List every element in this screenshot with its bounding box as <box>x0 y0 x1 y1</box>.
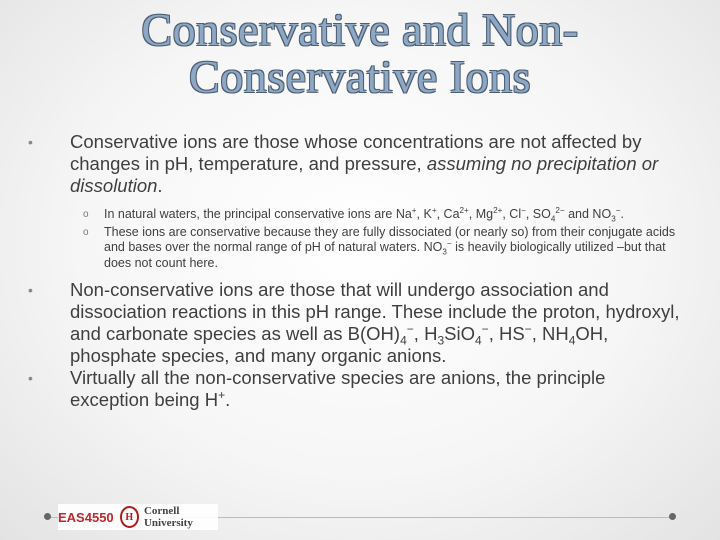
bullet-dot-icon: • <box>28 134 33 150</box>
title-line-1: Conservative and Non- <box>141 4 579 55</box>
slide-title <box>40 6 680 100</box>
divider-end-dot-icon <box>669 513 676 520</box>
slide-footer <box>0 498 720 540</box>
subbullet-dissociation: o These ions are conservative because they are fully dissociated (or nearly so) from their conjugate acids and bases over the normal range of pH of natural waters. $NO_3^-$ is heavily biologically utilized –but that does not count here. <box>83 224 676 270</box>
divider-end-dot-icon <box>44 513 51 520</box>
footer-logo <box>58 504 218 530</box>
slide-content <box>28 131 688 411</box>
circle-bullet-icon: o <box>83 209 89 220</box>
subbullet-principal-ions: o In natural waters, the principal conservative ions are Na+, K+, $Ca^{2+}$, $Mg^{2+}$, Cl−, $SO_4^{2-}$ and $NO_3^-$. <box>83 205 624 224</box>
bullet-conservative-definition: • Conservative ions are those whose concentrations are not affected by changes in pH, temperature, and pressure, assuming no precipitation or dissolution. <box>28 131 659 196</box>
circle-bullet-icon: o <box>83 226 89 238</box>
bullet-non-conservative-definition: • Non-conservative ions are those that will undergo association and dissociation reactions in this pH range. These include the proton, hydroxyl, and carbonate species as well as $B(OH)_4^-$, $H_3SiO_4^-$, HS−, $NH_4OH$, phosphate species, and many organic anions. <box>28 279 680 366</box>
bullet-dot-icon: • <box>28 370 33 386</box>
cornell-seal-icon: H <box>120 506 139 528</box>
course-code: EAS4550 <box>58 509 114 525</box>
university-name: Cornell University <box>143 505 193 529</box>
bullet-dot-icon: • <box>28 282 33 298</box>
bullet-anions: • Virtually all the non-conservative species are anions, the principle exception being H+. <box>28 367 606 410</box>
title-line-2: Conservative Ions <box>189 51 531 102</box>
